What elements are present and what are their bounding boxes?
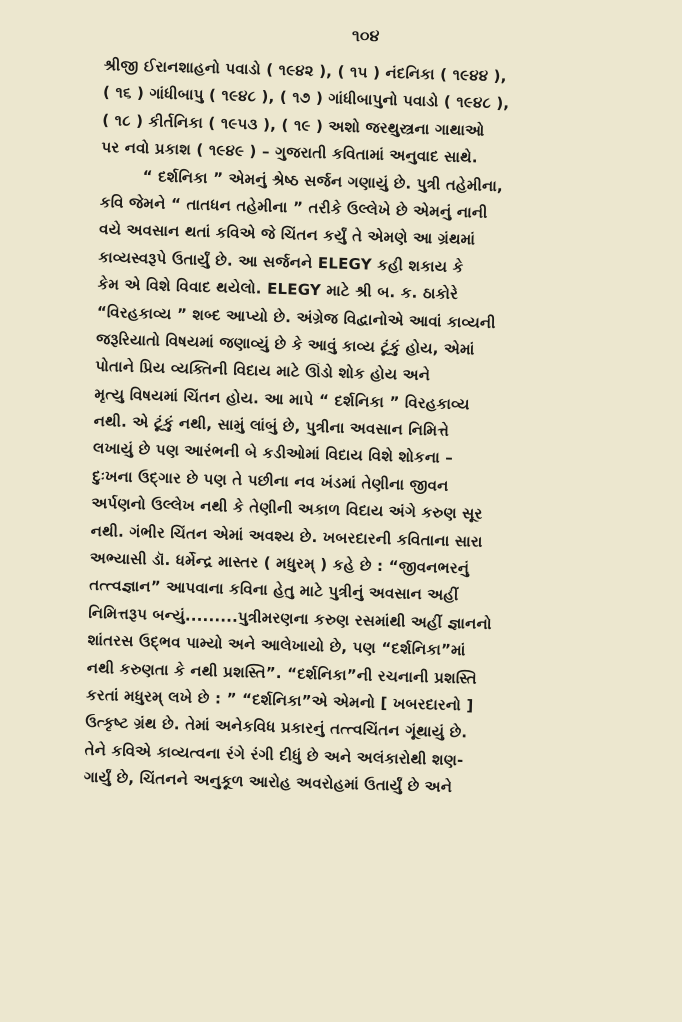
text-line: નથી. એ ટૂંકું નથી, સામું લાંબું છે, પુત્રીના અવસાન નિમિત્તે (93, 411, 450, 440)
page-number: ૧૦૪ (352, 26, 380, 45)
text-line: પોતાને પ્રિય વ્યક્તિની વિદાય માટે ઊંડો શોક હોય અને (95, 357, 431, 385)
text-line: ( ૧૮ ) કીર્તનિકા ( ૧૯૫૩ ), ( ૧૯ ) અશો જરથુસ્ત્રના ગાથાઓ (101, 110, 485, 140)
text-line: શાંતરસ ઉદ્ભવ પામ્યો અને આલેખાયો છે, પણ “દર્શનિકા”માં (87, 630, 466, 660)
text-line: કાવ્યસ્વરૂપે ઉતાર્યું છે. આ સર્જનને ELEGY કહી શકાય કે (98, 247, 464, 276)
text-line: જરૂરિયાતો વિષયમાં જણાવ્યું છે કે આવું કાવ્ય ટૂંકું હોય, એમાં (95, 329, 475, 359)
text-line: “વિરહકાવ્ય ” શબ્દ આપ્યો છે. અંગ્રેજ વિદ્વાનોએ આવાં કાવ્યની (96, 302, 496, 332)
text-line: શ્રીજી ઈરાનશાહનો પવાડો ( ૧૯૪૨ ), ( ૧૫ ) નંદનિકા ( ૧૯૪૪ ), (103, 56, 507, 86)
text-line: અભ્યાસી ડૉ. ધર્મેન્દ્ર માસ્તર ( મધુરમ્ ) કહે છે : “જીવનભરનું (89, 548, 470, 578)
body-text (83, 56, 623, 810)
text-line: પર નવો પ્રકાશ ( ૧૯૪૯ ) – ગુજરાતી કવિતામાં અનુવાદ સાથે. (101, 138, 478, 167)
text-line: કરતાં મધુરમ્ લખે છે : ” “દર્શનિકા”એ એમનો [ ખબરદારનો ] (85, 685, 474, 715)
text-line: વયે અવસાન થતાં કવિએ જે ચિંતન કર્યું તે એમણે આ ગ્રંથમાં (98, 220, 476, 249)
text-line: નથી કરુણતા કે નથી પ્રશસ્તિ”. “દર્શનિકા”ની રચનાની પ્રશસ્તિ (86, 658, 478, 688)
text-line: ઉત્કૃષ્ટ ગ્રંથ છે. તેમાં અનેકવિધ પ્રકારનું તત્ત્વચિંતન ગૂંથાયું છે. (85, 713, 468, 742)
text-line: તેને કવિએ કાવ્યત્વના રંગે રંગી દીધું છે અને અલંકારોથી શણ- (84, 740, 464, 770)
text-line: મૃત્યુ વિષયમાં ચિંતન હોય. આ માપે “ દર્શનિકા ” વિરહકાવ્ય (94, 384, 470, 414)
text-line: ગાર્યું છે, ચિંતનને અનુકૂળ આરોહ અવરોહમાં ઉતાર્યું છે અને (83, 767, 453, 797)
text-line: કેમ એ વિશે વિવાદ થયેલો. ELEGY માટે શ્રી બ. ક. ઠાકોરે (97, 275, 459, 304)
text-line: તત્ત્વજ્ઞાન” આપવાના કવિના હેતુ માટે પુત્રીનું અવસાન અહીં (88, 576, 459, 605)
text-line: નિમિત્તરૂપ બન્યું.........પુત્રીમરણના કરુણ રસમાંથી અહીં જ્ઞાનનો (88, 603, 492, 633)
text-line: અર્પણનો ઉલ્લેખ નથી કે તેણીની અકાળ વિદાય અંગે કરુણ સૂર (91, 494, 483, 523)
text-line: કવિ જેમને “ તાતધન તહેમીના ” તરીકે ઉલ્લેખે છે એમનું નાની (99, 192, 488, 222)
text-line: ( ૧૬ ) ગાંધીબાપુ ( ૧૯૪૮ ), ( ૧૭ ) ગાંધીબાપુનો પવાડો ( ૧૯૪૮ ), (102, 83, 510, 113)
text-line: “ દર્શનિકા ” એમનું શ્રેષ્ઠ સર્જન ગણાયું છે. પુત્રી તહેમીના, (142, 166, 504, 195)
text-line: નથી. ગંભીર ચિંતન એમાં અવશ્ય છે. ખબરદારની કવિતાના સારા (90, 521, 483, 551)
text-line: લખાયું છે પણ આરંભની બે કડીઓમાં વિદાય વિશે શોકના – (92, 439, 454, 468)
text-line: દુઃખના ઉદ્ગાર છે પણ તે પછીના નવ ખંડમાં તેણીના જીવન (92, 466, 449, 495)
